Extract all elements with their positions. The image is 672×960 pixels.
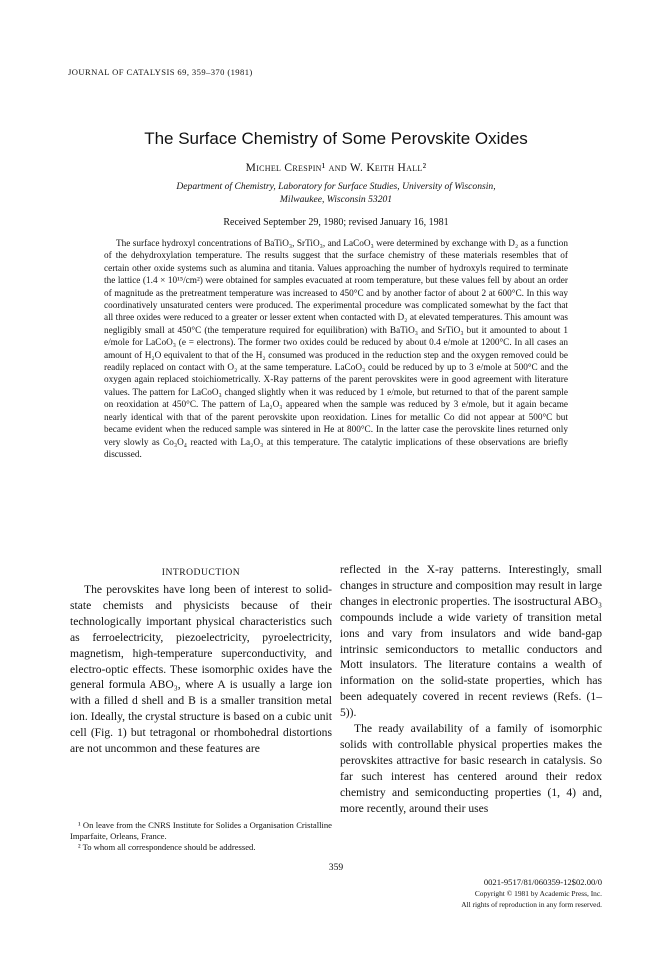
received-dates: Received September 29, 1980; revised January 16, 1981 — [223, 217, 449, 228]
footnote-2: ² To whom all correspondence should be addressed. — [78, 842, 256, 853]
article-title: The Surface Chemistry of Some Perovskite Oxides — [144, 129, 528, 148]
affiliation-line-1: Department of Chemistry, Laboratory for Surface Studies, University of Wisconsin, — [176, 181, 496, 192]
author-affiliation — [100, 181, 572, 206]
copyright-block — [461, 877, 602, 910]
page-number: 359 — [328, 862, 344, 873]
affiliation-line-2: Milwaukee, Wisconsin 53201 — [279, 193, 393, 205]
article-code: 0021-9517/81/060359-12$02.00/0 — [483, 877, 602, 887]
footnote-1: ¹ On leave from the CNRS Institute for Solides a Organisation Cristalline Imparfaite, Orleans, France. — [70, 820, 332, 842]
right-column — [340, 562, 602, 817]
journal-header: JOURNAL OF CATALYSIS 69, 359–370 (1981) — [68, 67, 253, 77]
body-paragraph: The perovskites have long been of interest to solid-state chemists and physicists because of their technologically important physical characteristics such as ferroelectricity, piezoelectricity, pyroelectricity, magnetism, high-temperature superconductivity, and electro-optic effects. These isomorphic oxides have the general formula ABO₃, where A is usually a large ion with a filled d shell and B is a smaller transition metal ion. Ideally, the crystal structure is based on a cubic unit cell (Fig. 1) but tetragonal or rhombohedral distortions are not uncommon and these features are — [70, 583, 332, 756]
article-authors: Michel Crespin¹ and W. Keith Hall² — [245, 162, 427, 174]
left-column — [70, 582, 332, 757]
footnotes — [70, 820, 332, 854]
abstract — [104, 238, 568, 461]
rights-line: All rights of reproduction in any form reserved. — [461, 900, 602, 909]
body-paragraph: reflected in the X-ray patterns. Interestingly, small changes in structure and composition may result in large changes in electronic properties. The isostructural ABO₃ compounds include a wide variety of transition metal ions and vary from insulators and wide band-gap intrinsic semiconductors to metallic conductors and Mott insulators. The literature contains a wealth of information on the solid-state properties, which has been adequately covered in recent reviews (Refs. (1–5)). — [340, 563, 602, 720]
copyright-line: Copyright © 1981 by Academic Press, Inc. — [474, 889, 602, 898]
body-paragraph: The ready availability of a family of isomorphic solids with controllable physical properties makes the perovskites attractive for basic research in catalysis. So far such interest has centered around their redox chemistry and semiconducting properties (1, 4) and, more recently, around their uses — [340, 722, 602, 815]
abstract-text: The surface hydroxyl concentrations of BaTiO₃, SrTiO₃, and LaCoO₃ were determined by exchange with D₂ as a function of the dehydroxylation temperature. The results suggest that the surface chemistry of these materials resembles that of certain other oxide systems such as alumina and titania. Values approaching the number of hydroxyls required to terminate the lattice (1.4 × 10¹⁵/cm²) were obtained for samples evacuated at room temperature, but these values fell by about an order of magnitude as the pretreatment temperature was increased to 450°C and by another factor of about 2 at 600°C. In this way coordinatively unsaturated centers were produced. The experimental procedure was complicated somewhat by the fact that all three oxides were reduced to a greater or lesser extent when contacted with D₂ at elevated temperatures. This amount was negligibly small at 450°C (the temperature required for equilibration) with BaTiO₃ and SrTiO₃ but it amounted to about 1 e/mole for LaCoO₃ (e = electrons). The former two oxides could be reduced by about 0.4 e/mole at 1200°C. In all cases an amount of H₂O equivalent to that of the H₂ consumed was produced in the reduction step and the oxygen removed could be readily replaced on contact with O₂ at the same temperature. LaCoO₃ could be reduced by up to 3 e/mole at 500°C and the oxygen again replaced stoichiometrically. X-Ray patterns of the parent perovskites were in good agreement with literature values. The pattern for LaCoO₃ changed slightly when it was reduced by 1 e/mole, but returned to that of the parent sample on reoxidation at 450°C. The pattern of La₂O₃ appeared when the sample was reduced by 3 e/mole, but it again became nearly identical with that of the parent perovskite upon reoxidation. Lines for metallic Co did not appear at 500°C but became evident when the reduced sample was sintered in He at 800°C. In the latter case the perovskite lines returned only very slowly as Co₃O₄ reacted with La₂O₃ at this temperature. The catalytic implications of these observations are briefly discussed. — [104, 239, 568, 460]
section-heading-introduction: INTRODUCTION — [161, 567, 241, 578]
